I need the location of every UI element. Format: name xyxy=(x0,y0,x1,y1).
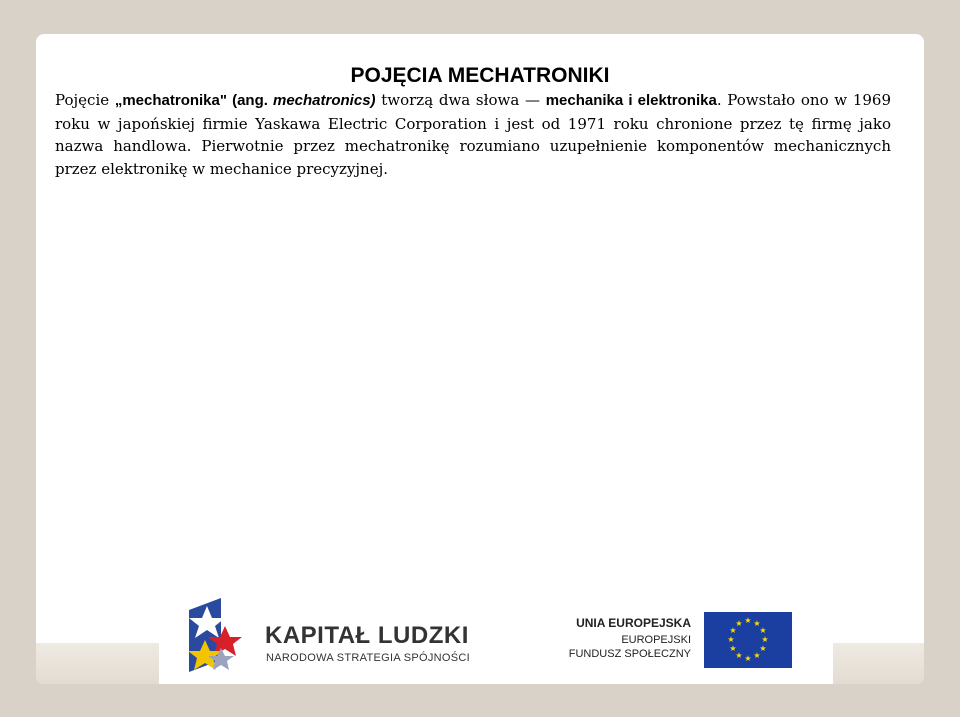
svg-text:★: ★ xyxy=(753,619,761,628)
ue-label-line1: UNIA EUROPEJSKA xyxy=(576,616,691,630)
svg-text:★: ★ xyxy=(761,635,769,644)
body-paragraph xyxy=(55,89,891,180)
para-term-english: mechatronics) xyxy=(273,92,376,109)
kapital-ludzki-logo-icon xyxy=(181,598,251,684)
svg-text:★: ★ xyxy=(735,619,743,628)
svg-text:★: ★ xyxy=(744,616,752,625)
kapital-ludzki-title: KAPITAŁ LUDZKI xyxy=(265,622,469,649)
para-text-3: . Powstało ono w 1969 roku w japońskiej firmie Yaskawa Electric Corporation i jest od 1971 roku chronione przez tę firmę jako nazwa handlowa. Pierwotnie przez mechatronikę rozumiano uzupełnienie komponentów mechanicznych przez elektronikę w mechanice precyzyjnej. xyxy=(55,91,892,178)
svg-text:★: ★ xyxy=(729,626,737,635)
para-text-1: Pojęcie xyxy=(55,91,115,109)
svg-text:★: ★ xyxy=(744,654,752,663)
svg-text:★: ★ xyxy=(727,635,735,644)
eu-stars xyxy=(704,612,792,668)
ue-label-line3: FUNDUSZ SPOŁECZNY xyxy=(568,648,691,660)
eu-flag-icon xyxy=(704,612,792,668)
para-term-bold: „mechatronika" (ang. xyxy=(114,92,273,109)
para-words-bold: mechanika i elektronika xyxy=(545,92,717,109)
slide xyxy=(36,34,924,684)
page-title: POJĘCIA MECHATRONIKI xyxy=(350,64,610,87)
svg-text:★: ★ xyxy=(759,626,767,635)
svg-text:★: ★ xyxy=(729,644,737,653)
svg-text:★: ★ xyxy=(759,644,767,653)
svg-text:★: ★ xyxy=(735,651,743,660)
kapital-ludzki-subtitle: NARODOWA STRATEGIA SPÓJNOŚCI xyxy=(266,652,470,664)
footer-logos xyxy=(159,594,833,684)
ue-label-line2: EUROPEJSKI xyxy=(621,634,691,646)
svg-text:★: ★ xyxy=(753,651,761,660)
para-text-2: tworzą dwa słowa — xyxy=(375,91,546,109)
